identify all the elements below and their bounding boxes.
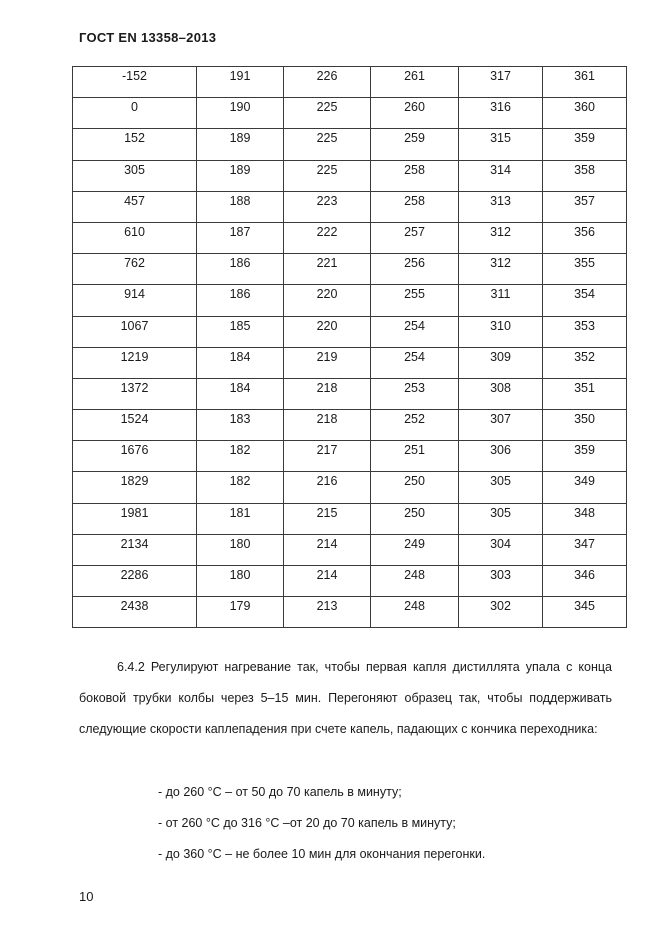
cell-value: 182 xyxy=(229,474,251,489)
table-cell xyxy=(197,129,284,160)
table-cell xyxy=(543,254,627,285)
table-cell xyxy=(284,285,371,316)
cell-value: 347 xyxy=(574,536,595,551)
table-cell xyxy=(197,222,284,253)
table-cell xyxy=(284,98,371,129)
table-cell xyxy=(284,441,371,472)
cell-value: -152 xyxy=(121,69,148,83)
cell-value: 216 xyxy=(316,474,338,489)
cell-value: 308 xyxy=(490,380,511,395)
cell-value: 360 xyxy=(574,100,595,115)
cell-value: 221 xyxy=(316,256,338,271)
cell-value: 1067 xyxy=(120,318,149,333)
table-cell xyxy=(543,441,627,472)
table-cell xyxy=(73,160,197,191)
table-cell xyxy=(371,410,459,441)
cell-value: 189 xyxy=(229,162,251,177)
table-cell xyxy=(543,534,627,565)
cell-value: 214 xyxy=(316,536,338,551)
cell-value: 183 xyxy=(229,412,251,427)
table-cell xyxy=(197,347,284,378)
cell-value: 190 xyxy=(229,100,251,115)
table-cell xyxy=(459,597,543,628)
cell-value: 223 xyxy=(316,193,338,208)
cell-value: 220 xyxy=(316,287,338,302)
table-cell xyxy=(371,191,459,222)
table-row xyxy=(73,191,627,222)
table-cell xyxy=(197,534,284,565)
cell-value: 610 xyxy=(124,224,145,239)
table-cell xyxy=(73,378,197,409)
table-row xyxy=(73,285,627,316)
cell-value: 219 xyxy=(316,349,338,364)
table-cell xyxy=(371,566,459,597)
table-cell xyxy=(371,254,459,285)
table-cell xyxy=(543,222,627,253)
table-cell xyxy=(543,472,627,503)
table-row xyxy=(73,160,627,191)
cell-value: 352 xyxy=(574,349,595,364)
cell-value: 355 xyxy=(574,256,595,271)
list-item: - от 260 °С до 316 °С –от 20 до 70 капель в минуту; xyxy=(158,816,456,830)
table-cell xyxy=(73,597,197,628)
cell-value: 361 xyxy=(574,69,595,83)
cell-value: 180 xyxy=(229,568,251,582)
table-cell xyxy=(73,566,197,597)
table-cell xyxy=(543,160,627,191)
cell-value: 251 xyxy=(404,443,425,458)
cell-value: 359 xyxy=(574,131,595,146)
list-item: - до 360 °С – не более 10 мин для окончания перегонки. xyxy=(158,847,486,861)
table-cell xyxy=(197,472,284,503)
cell-value: 250 xyxy=(404,505,425,520)
cell-value: 152 xyxy=(124,131,145,146)
cell-value: 305 xyxy=(124,162,145,177)
table-cell xyxy=(543,316,627,347)
cell-value: 0 xyxy=(131,100,138,115)
table-cell xyxy=(459,566,543,597)
page-number: 10 xyxy=(79,889,94,904)
cell-value: 1219 xyxy=(120,349,149,364)
table-cell xyxy=(371,67,459,98)
table-cell xyxy=(284,316,371,347)
cell-value: 254 xyxy=(404,318,425,333)
cell-value: 260 xyxy=(404,100,425,115)
table-cell xyxy=(73,472,197,503)
cell-value: 248 xyxy=(404,568,425,582)
table-cell xyxy=(73,534,197,565)
table-cell xyxy=(284,160,371,191)
table-cell xyxy=(459,410,543,441)
table-cell xyxy=(459,347,543,378)
cell-value: 351 xyxy=(574,380,595,395)
paragraph-6-4-2: 6.4.2 Регулируют нагревание так, чтобы первая капля дистиллята упала с конца боковой трубки колбы через 5–15 мин. Перегоняют образец так, чтобы поддерживать следующие скорости каплепадения при счете капель, падающих с кончика переходника: xyxy=(79,660,612,736)
cell-value: 222 xyxy=(316,224,338,239)
table-row xyxy=(73,254,627,285)
table-cell xyxy=(459,441,543,472)
table-cell xyxy=(73,254,197,285)
table-cell xyxy=(197,316,284,347)
table-cell xyxy=(459,472,543,503)
table-cell xyxy=(459,534,543,565)
cell-value: 311 xyxy=(490,287,511,302)
cell-value: 1372 xyxy=(120,380,149,395)
table-cell xyxy=(371,472,459,503)
cell-value: 316 xyxy=(490,100,511,115)
cell-value: 181 xyxy=(229,505,251,520)
table-cell xyxy=(284,378,371,409)
table-cell xyxy=(197,254,284,285)
table-cell xyxy=(197,191,284,222)
table-cell xyxy=(284,222,371,253)
cell-value: 313 xyxy=(490,193,511,208)
cell-value: 225 xyxy=(316,162,338,177)
cell-value: 185 xyxy=(229,318,251,333)
cell-value: 312 xyxy=(490,256,511,271)
cell-value: 186 xyxy=(229,287,251,302)
table-cell xyxy=(197,566,284,597)
table-row xyxy=(73,534,627,565)
cell-value: 255 xyxy=(404,287,425,302)
cell-value: 317 xyxy=(490,69,511,83)
cell-value: 184 xyxy=(229,349,251,364)
table-row xyxy=(73,503,627,534)
table-cell xyxy=(284,254,371,285)
cell-value: 305 xyxy=(490,505,511,520)
cell-value: 358 xyxy=(574,162,595,177)
cell-value: 1829 xyxy=(120,474,149,489)
cell-value: 304 xyxy=(490,536,511,551)
cell-value: 220 xyxy=(316,318,338,333)
cell-value: 348 xyxy=(574,505,595,520)
table-cell xyxy=(284,129,371,160)
cell-value: 186 xyxy=(229,256,251,271)
cell-value: 914 xyxy=(124,287,145,302)
cell-value: 254 xyxy=(404,349,425,364)
cell-value: 187 xyxy=(229,224,251,239)
table-cell xyxy=(284,566,371,597)
table-cell xyxy=(284,347,371,378)
table-row xyxy=(73,441,627,472)
table-cell xyxy=(284,503,371,534)
cell-value: 457 xyxy=(124,193,145,208)
table-cell xyxy=(543,285,627,316)
cell-value: 345 xyxy=(574,599,595,614)
table-cell xyxy=(284,67,371,98)
table-cell xyxy=(197,503,284,534)
table-cell xyxy=(543,347,627,378)
table-row xyxy=(73,472,627,503)
cell-value: 305 xyxy=(490,474,511,489)
table-cell xyxy=(543,98,627,129)
cell-value: 359 xyxy=(574,443,595,458)
table-cell xyxy=(73,503,197,534)
table-cell xyxy=(459,503,543,534)
table-cell xyxy=(543,67,627,98)
table-cell xyxy=(371,378,459,409)
cell-value: 310 xyxy=(490,318,511,333)
table-row xyxy=(73,378,627,409)
table-cell xyxy=(73,98,197,129)
table-row xyxy=(73,410,627,441)
table-cell xyxy=(73,410,197,441)
cell-value: 349 xyxy=(574,474,595,489)
table-cell xyxy=(459,98,543,129)
cell-value: 306 xyxy=(490,443,511,458)
cell-value: 259 xyxy=(404,131,425,146)
list-item: - до 260 °С – от 50 до 70 капель в минуту; xyxy=(158,785,402,799)
cell-value: 302 xyxy=(490,599,511,614)
cell-value: 179 xyxy=(229,599,251,614)
table-cell xyxy=(459,160,543,191)
table-cell xyxy=(73,441,197,472)
table-cell xyxy=(543,503,627,534)
cell-value: 1676 xyxy=(120,443,149,458)
table-cell xyxy=(197,597,284,628)
table-row xyxy=(73,566,627,597)
table-cell xyxy=(459,378,543,409)
table-cell xyxy=(73,285,197,316)
cell-value: 314 xyxy=(490,162,511,177)
cell-value: 261 xyxy=(404,69,425,83)
cell-value: 214 xyxy=(316,568,338,582)
table-cell xyxy=(284,410,371,441)
table-cell xyxy=(371,222,459,253)
table-cell xyxy=(73,347,197,378)
cell-value: 353 xyxy=(574,318,595,333)
cell-value: 250 xyxy=(404,474,425,489)
table-row xyxy=(73,222,627,253)
cell-value: 350 xyxy=(574,412,595,427)
table-cell xyxy=(371,160,459,191)
table-cell xyxy=(459,316,543,347)
table-cell xyxy=(371,316,459,347)
cell-value: 258 xyxy=(404,193,425,208)
table-cell xyxy=(543,378,627,409)
cell-value: 226 xyxy=(316,69,338,83)
cell-value: 2134 xyxy=(120,536,149,551)
table-row xyxy=(73,67,627,98)
table-cell xyxy=(371,129,459,160)
cell-value: 1981 xyxy=(120,505,149,520)
cell-value: 257 xyxy=(404,224,425,239)
table-cell xyxy=(459,67,543,98)
cell-value: 188 xyxy=(229,193,251,208)
cell-value: 218 xyxy=(316,380,338,395)
table-cell xyxy=(459,254,543,285)
table-row xyxy=(73,347,627,378)
table-cell xyxy=(73,191,197,222)
cell-value: 217 xyxy=(316,443,338,458)
table-cell xyxy=(197,441,284,472)
cell-value: 225 xyxy=(316,100,338,115)
table-cell xyxy=(73,316,197,347)
table-cell xyxy=(73,129,197,160)
cell-value: 218 xyxy=(316,412,338,427)
table-cell xyxy=(197,285,284,316)
table-cell xyxy=(543,597,627,628)
table-cell xyxy=(371,534,459,565)
cell-value: 762 xyxy=(124,256,145,271)
cell-value: 357 xyxy=(574,193,595,208)
table-cell xyxy=(284,191,371,222)
cell-value: 303 xyxy=(490,568,511,582)
cell-value: 180 xyxy=(229,536,251,551)
table-cell xyxy=(284,472,371,503)
temperature-table xyxy=(72,66,627,628)
table-cell xyxy=(197,98,284,129)
table-cell xyxy=(371,285,459,316)
cell-value: 2438 xyxy=(120,599,149,614)
cell-value: 191 xyxy=(229,69,251,83)
document-header: ГОСТ EN 13358–2013 xyxy=(79,30,217,45)
cell-value: 182 xyxy=(229,443,251,458)
table-cell xyxy=(371,347,459,378)
table-cell xyxy=(197,67,284,98)
table-cell xyxy=(371,98,459,129)
table-cell xyxy=(543,566,627,597)
table-cell xyxy=(459,191,543,222)
cell-value: 249 xyxy=(404,536,425,551)
cell-value: 189 xyxy=(229,131,251,146)
table-cell xyxy=(284,597,371,628)
cell-value: 248 xyxy=(404,599,425,614)
cell-value: 2286 xyxy=(120,568,149,582)
cell-value: 307 xyxy=(490,412,511,427)
table-cell xyxy=(197,378,284,409)
table-cell xyxy=(73,67,197,98)
table-cell xyxy=(284,534,371,565)
table-cell xyxy=(459,129,543,160)
table-cell xyxy=(459,285,543,316)
table-cell xyxy=(543,191,627,222)
cell-value: 213 xyxy=(316,599,338,614)
cell-value: 1524 xyxy=(120,412,149,427)
table-cell xyxy=(543,129,627,160)
table-row xyxy=(73,98,627,129)
table-body xyxy=(73,67,627,628)
table-cell xyxy=(197,410,284,441)
cell-value: 315 xyxy=(490,131,511,146)
table-row xyxy=(73,129,627,160)
cell-value: 309 xyxy=(490,349,511,364)
table-cell xyxy=(459,222,543,253)
cell-value: 354 xyxy=(574,287,595,302)
table-row xyxy=(73,597,627,628)
cell-value: 312 xyxy=(490,224,511,239)
table-cell xyxy=(371,597,459,628)
cell-value: 184 xyxy=(229,380,251,395)
cell-value: 258 xyxy=(404,162,425,177)
cell-value: 346 xyxy=(574,568,595,582)
cell-value: 356 xyxy=(574,224,595,239)
table-row xyxy=(73,316,627,347)
table-cell xyxy=(197,160,284,191)
table-cell xyxy=(73,222,197,253)
cell-value: 253 xyxy=(404,380,425,395)
table-cell xyxy=(371,503,459,534)
cell-value: 252 xyxy=(404,412,425,427)
cell-value: 225 xyxy=(316,131,338,146)
cell-value: 215 xyxy=(316,505,338,520)
cell-value: 256 xyxy=(404,256,425,271)
table-cell xyxy=(371,441,459,472)
table-cell xyxy=(543,410,627,441)
